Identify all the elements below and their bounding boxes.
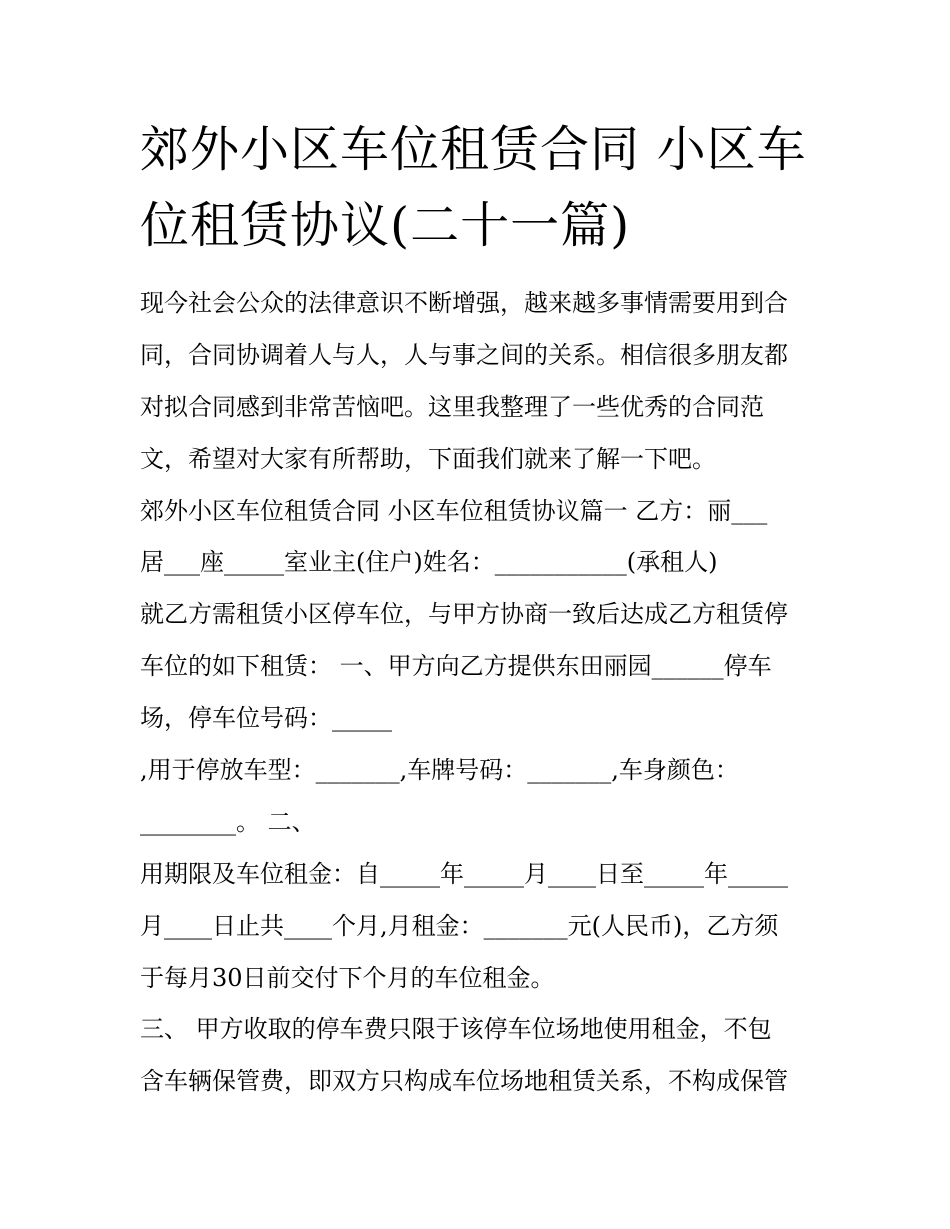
body-line: 于每月30日前交付下个月的车位租金。 xyxy=(140,963,555,992)
body-line: 就乙方需租赁小区停车位，与甲方协商一致后达成乙方租赁停 xyxy=(140,600,788,629)
title-line: 位租赁协议(二十一篇) xyxy=(140,197,631,254)
body-line: 三、 甲方收取的停车费只限于该停车位场地使用租金，不包 xyxy=(140,1015,772,1044)
body-line: 用期限及车位租金：自_____年_____月____日至_____年_____ xyxy=(140,859,788,888)
body-line: ________。 二、 xyxy=(140,807,316,836)
body-line: 含车辆保管费，即双方只构成车位场地租赁关系，不构成保管 xyxy=(140,1067,788,1096)
body-line: 文，希望对大家有所帮助，下面我们就来了解一下吧。 xyxy=(140,444,716,473)
title-line: 郊外小区车位租赁合同 小区车 xyxy=(140,121,807,178)
body-line: 月____日止共____个月,月租金：_______元(人民币)，乙方须 xyxy=(140,911,779,940)
document-body xyxy=(140,278,820,1108)
body-line: ,用于停放车型：_______,车牌号码：_______,车身颜色： xyxy=(140,756,739,785)
body-line: 车位的如下租赁： 一、甲方向乙方提供东田丽园______停车 xyxy=(140,652,772,681)
body-line: 郊外小区车位租赁合同 小区车位租赁协议篇一 乙方：丽___ xyxy=(140,496,768,525)
body-line: 对拟合同感到非常苦恼吧。这里我整理了一些优秀的合同范 xyxy=(140,392,764,421)
body-line: 同，合同协调着人与人，人与事之间的关系。相信很多朋友都 xyxy=(140,340,788,369)
body-line: 现今社会公众的法律意识不断增强，越来越多事情需要用到合 xyxy=(140,289,788,317)
document-title xyxy=(140,112,820,264)
body-line: 场，停车位号码：_____ xyxy=(140,704,392,733)
body-line: 居___座_____室业主(住户)姓名：___________(承租人) xyxy=(140,548,718,577)
